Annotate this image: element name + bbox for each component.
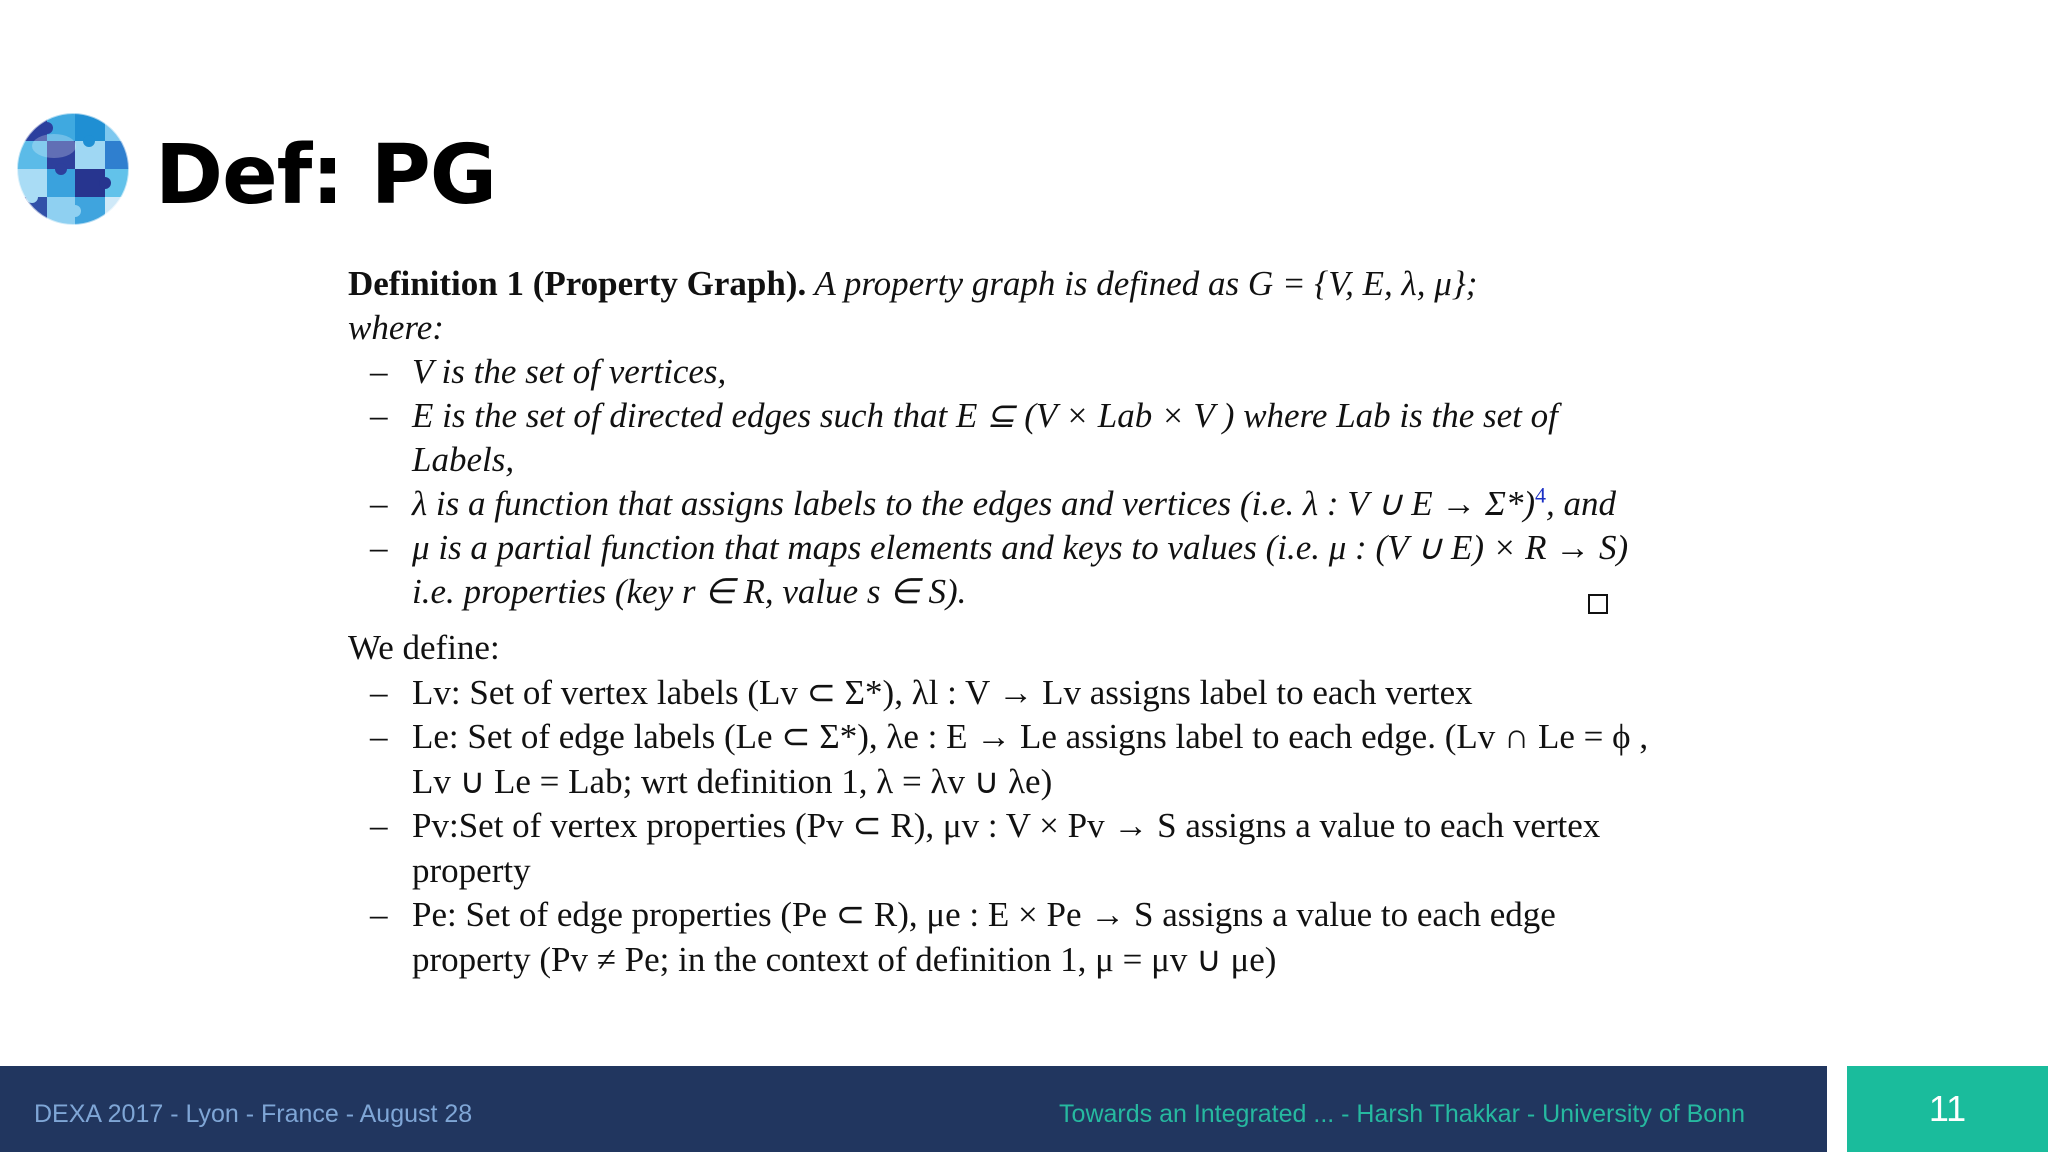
qed-box-icon	[1588, 594, 1608, 614]
definition-item	[348, 526, 1668, 614]
we-define-item	[348, 671, 1668, 716]
slide-content	[348, 262, 1668, 982]
we-define-item	[348, 893, 1668, 982]
we-define-block	[348, 626, 1668, 982]
we-define-item	[348, 804, 1668, 893]
page-number-box	[1847, 1066, 2048, 1152]
we-define-item-text: Lv: Set of vertex labels (Lv ⊂ Σ*), λl : V → Lv assigns label to each vertex	[412, 672, 1473, 712]
definition-intro: A property graph is defined as G = {V, E, λ, μ};	[814, 264, 1478, 303]
page-number: 11	[1928, 1088, 1967, 1129]
footer-conference: DEXA 2017 - Lyon - France - August 28	[34, 1100, 473, 1128]
definition-where: where:	[348, 308, 444, 347]
we-define-item-text: Le: Set of edge labels (Le ⊂ Σ*), λe : E → Le assigns label to each edge. (Lv ∩ Le = ϕ , Lv ∪ Le = Lab; wrt definition 1, λ = λv ∪ λe)	[412, 717, 1649, 801]
definition-item-text: V is the set of vertices,	[412, 352, 727, 391]
we-define-heading: We define:	[348, 628, 500, 667]
footnote-mark[interactable]: 4	[1535, 482, 1547, 508]
we-define-item	[348, 715, 1668, 804]
definition-body	[348, 350, 1668, 614]
definition-head: Definition 1 (Property Graph).	[348, 264, 807, 303]
definition-list	[348, 350, 1668, 614]
we-define-item-text: Pv:Set of vertex properties (Pv ⊂ R), μv : V × Pv → S assigns a value to each vertex property	[412, 806, 1601, 890]
we-define-item-text: Pe: Set of edge properties (Pe ⊂ R), μe : E × Pe → S assigns a value to each edge property (Pv ≠ Pe; in the context of definition 1, μ = μv ∪ μe)	[412, 895, 1556, 979]
slide-title: Def: PG	[155, 128, 497, 223]
puzzle-globe-logo	[12, 108, 134, 230]
definition-block	[348, 262, 1668, 614]
definition-item	[348, 482, 1668, 526]
definition-item	[348, 394, 1668, 482]
definition-item	[348, 350, 1668, 394]
definition-heading-line	[348, 262, 1668, 306]
definition-item-tail: , and	[1546, 484, 1617, 523]
footer-presentation-info: Towards an Integrated ... - Harsh Thakkar - University of Bonn	[1059, 1100, 1745, 1128]
definition-item-text: λ is a function that assigns labels to the edges and vertices (i.e. λ : V ∪ E → Σ*)	[412, 484, 1536, 523]
we-define-list	[348, 671, 1668, 983]
footer-bar	[0, 1066, 1827, 1152]
definition-item-text: E is the set of directed edges such that E ⊆ (V × Lab × V ) where Lab is the set of Labels,	[412, 396, 1558, 479]
definition-item-text: μ is a partial function that maps elements and keys to values (i.e. μ : (V ∪ E) × R → S) i.e. properties (key r ∈ R, value s ∈ S).	[412, 528, 1629, 611]
